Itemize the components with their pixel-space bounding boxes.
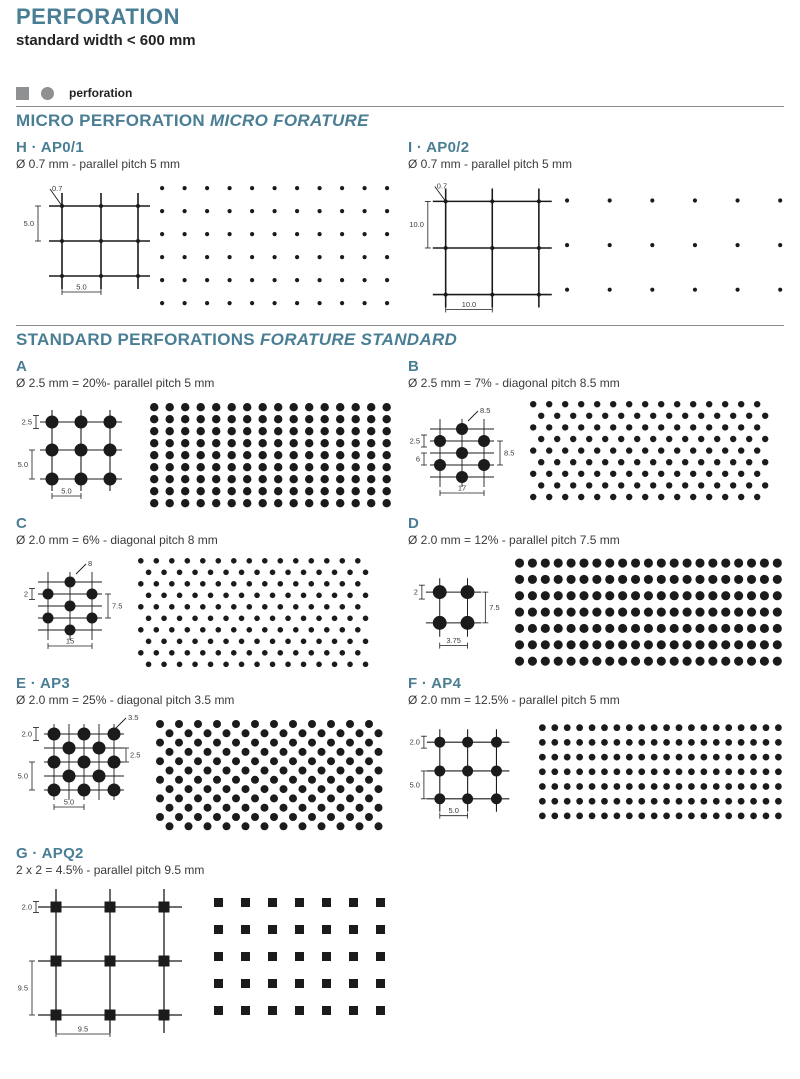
micro-heading [16, 111, 784, 131]
page-subtitle: standard width < 600 mm [16, 32, 196, 49]
svg-text:5.0: 5.0 [63, 797, 75, 807]
svg-text:2.5: 2.5 [21, 417, 32, 427]
svg-text:5.0: 5.0 [17, 771, 28, 781]
pattern-C [136, 556, 370, 669]
section-D-figure [408, 552, 784, 668]
diagram-I [408, 176, 555, 318]
section-I [408, 135, 784, 318]
row-ef [16, 671, 784, 834]
svg-text:0.7: 0.7 [52, 184, 63, 193]
svg-text:5.0: 5.0 [23, 219, 34, 228]
pattern-I [563, 196, 784, 294]
svg-text:2: 2 [413, 587, 418, 597]
section-F-figure [408, 712, 784, 824]
section-F-description: Ø 2.0 mm = 12.5% - parallel pitch 5 mm [408, 693, 620, 708]
svg-text:2.0: 2.0 [21, 729, 32, 739]
svg-text:8.5: 8.5 [480, 406, 491, 415]
page [0, 4, 800, 1044]
svg-text:2.5: 2.5 [130, 750, 141, 760]
svg-text:5.0: 5.0 [409, 780, 420, 790]
page-title: PERFORATION [16, 4, 180, 29]
svg-text:15: 15 [65, 636, 75, 646]
diagram-H [16, 176, 150, 301]
diagram-A [16, 395, 140, 505]
micro-heading-en: MICRO PERFORATION [16, 111, 205, 130]
section-H [16, 135, 408, 307]
svg-text:2.0: 2.0 [409, 738, 420, 748]
section-A-label: A [16, 358, 28, 375]
svg-text:8.5: 8.5 [504, 448, 515, 458]
section-C [16, 511, 408, 669]
standard-heading [16, 330, 784, 350]
section-A-figure [16, 395, 408, 509]
standard-heading-en: STANDARD PERFORATIONS [16, 330, 255, 349]
divider [16, 106, 784, 107]
section-G [16, 841, 408, 1042]
diagram-E [16, 712, 146, 815]
pattern-E [154, 718, 385, 832]
section-C-figure [16, 552, 408, 669]
section-F [408, 671, 784, 824]
section-E-figure [16, 712, 408, 832]
pattern-A [148, 401, 393, 509]
svg-text:3.75: 3.75 [446, 636, 461, 646]
pattern-H [158, 184, 391, 307]
section-B [408, 354, 784, 502]
section-C-description: Ø 2.0 mm = 6% - diagonal pitch 8 mm [16, 533, 218, 548]
section-E-label: E · AP3 [16, 675, 71, 693]
svg-text:7.5: 7.5 [489, 603, 500, 613]
section-G-figure [16, 882, 408, 1042]
svg-text:5.0: 5.0 [448, 806, 459, 816]
pattern-B [528, 399, 770, 502]
diagram-B [408, 403, 520, 501]
section-H-description: Ø 0.7 mm - parallel pitch 5 mm [16, 157, 181, 171]
section-D-label: D [408, 515, 420, 533]
svg-text:5.0: 5.0 [17, 460, 28, 469]
section-H-label: H · AP0/1 [16, 139, 84, 156]
svg-text:3.5: 3.5 [128, 713, 139, 723]
svg-text:7.5: 7.5 [112, 601, 123, 611]
diagram-D [408, 556, 505, 654]
section-B-label: B [408, 358, 420, 375]
section-F-label: F · AP4 [408, 675, 462, 693]
svg-text:5.0: 5.0 [61, 486, 72, 496]
section-C-label: C [16, 515, 28, 533]
standard-heading-it: FORATURE STANDARD [259, 330, 458, 349]
square-swatch-icon [16, 87, 29, 100]
section-D [408, 511, 784, 668]
pattern-D [513, 556, 784, 668]
svg-text:2.0: 2.0 [21, 902, 32, 912]
diagram-G [16, 882, 186, 1042]
svg-text:17: 17 [457, 483, 467, 493]
section-B-description: Ø 2.5 mm = 7% - diagonal pitch 8.5 mm [408, 376, 620, 390]
row-g [16, 835, 784, 1044]
row-micro [16, 135, 784, 320]
svg-text:0.7: 0.7 [436, 181, 448, 191]
diagram-C [16, 558, 128, 654]
divider [16, 325, 784, 326]
svg-text:10.0: 10.0 [409, 220, 424, 230]
legend-label: perforation [69, 86, 133, 100]
section-I-description: Ø 0.7 mm - parallel pitch 5 mm [408, 157, 573, 171]
micro-heading-it: MICRO FORATURE [209, 111, 369, 130]
pattern-F [537, 722, 784, 822]
svg-text:10.0: 10.0 [461, 299, 477, 309]
svg-text:9.5: 9.5 [17, 983, 28, 993]
section-E-description: Ø 2.0 mm = 25% - diagonal pitch 3.5 mm [16, 693, 235, 708]
legend [16, 85, 784, 101]
section-H-figure [16, 176, 408, 307]
section-E [16, 671, 408, 832]
section-D-description: Ø 2.0 mm = 12% - parallel pitch 7.5 mm [408, 533, 620, 548]
svg-text:6: 6 [415, 454, 420, 464]
section-I-label: I · AP0/2 [408, 139, 470, 156]
section-G-label: G · APQ2 [16, 844, 84, 862]
section-A-description: Ø 2.5 mm = 20%- parallel pitch 5 mm [16, 376, 215, 390]
svg-text:2.5: 2.5 [409, 436, 420, 446]
svg-text:5.0: 5.0 [76, 282, 87, 292]
circle-swatch-icon [41, 87, 54, 100]
svg-text:8: 8 [88, 559, 93, 569]
section-B-figure [408, 395, 784, 502]
section-G-description: 2 x 2 = 4.5% - parallel pitch 9.5 mm [16, 862, 205, 877]
row-ab [16, 354, 784, 511]
pattern-G [212, 896, 387, 1017]
diagram-F [408, 712, 529, 824]
svg-text:9.5: 9.5 [77, 1024, 89, 1034]
svg-text:2: 2 [23, 589, 28, 599]
section-I-figure [408, 176, 784, 318]
row-cd [16, 511, 784, 671]
section-A [16, 354, 408, 509]
